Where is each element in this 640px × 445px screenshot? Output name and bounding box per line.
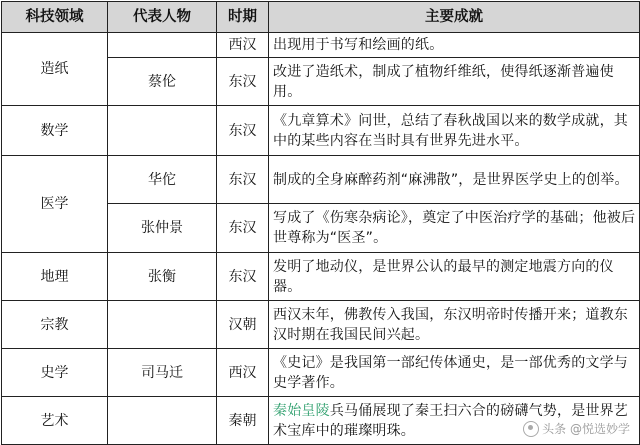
person-cell: 华佗 [108,156,217,204]
person-cell [108,397,217,445]
header-period: 时期 [217,2,269,33]
person-cell [108,33,217,58]
achievement-text: 兵马俑展现了秦王扫六合的磅礴气势，是世界艺术宝库中的璀璨明珠。 [273,402,629,439]
period-cell: 东汉 [217,156,269,204]
person-cell: 张衡 [108,253,217,301]
achievement-cell: 发明了地动仪，是世界公认的最早的测定地震方向的仪器。 [269,253,640,301]
field-cell: 艺术 [2,397,108,445]
field-cell: 史学 [2,349,108,397]
table-row [2,301,640,349]
period-cell: 东汉 [217,58,269,106]
header-field: 科技领域 [2,2,108,33]
period-cell: 秦朝 [217,397,269,445]
table-row [2,253,640,301]
han-tech-table [1,1,640,445]
header-achievement: 主要成就 [269,2,640,33]
achievement-cell: 制成的全身麻醉药剂“麻沸散”，是世界医学史上的创举。 [269,156,640,204]
period-cell: 东汉 [217,253,269,301]
table-row [2,156,640,204]
achievement-cell: 改进了造纸术，制成了植物纤维纸，使得纸逐渐普遍使用。 [269,58,640,106]
achievement-cell: 出现用于书写和绘画的纸。 [269,33,640,58]
field-cell: 数学 [2,106,108,156]
period-cell: 东汉 [217,204,269,253]
period-cell: 汉朝 [217,301,269,349]
period-cell: 西汉 [217,33,269,58]
table-row [2,106,640,156]
field-cell: 造纸 [2,33,108,106]
highlight-text: 秦始皇陵 [273,402,330,419]
period-cell: 西汉 [217,349,269,397]
person-cell [108,301,217,349]
field-cell: 地理 [2,253,108,301]
table-row [2,349,640,397]
achievement-cell: 写成了《伤寒杂病论》，奠定了中医治疗学的基础；他被后世尊称为“医圣”。 [269,204,640,253]
period-cell: 东汉 [217,106,269,156]
table-row [2,33,640,58]
watermark [523,420,630,438]
person-cell: 张仲景 [108,204,217,253]
field-cell: 医学 [2,156,108,253]
achievement-cell: 《九章算术》问世，总结了春秋战国以来的数学成就，其中的某些内容在当时具有世界先进水平。 [269,106,640,156]
person-cell: 司马迁 [108,349,217,397]
toutiao-logo-icon [523,421,539,437]
watermark-text: 头条 @悦选妙学 [542,421,630,436]
header-person: 代表人物 [108,2,217,33]
field-cell: 宗教 [2,301,108,349]
table-header-row [2,2,640,33]
achievement-cell: 西汉末年，佛教传入我国，东汉明帝时传播开来；道教东汉时期在我国民间兴起。 [269,301,640,349]
person-cell: 蔡伦 [108,58,217,106]
achievement-cell: 《史记》是我国第一部纪传体通史，是一部优秀的文学与史学著作。 [269,349,640,397]
person-cell [108,106,217,156]
